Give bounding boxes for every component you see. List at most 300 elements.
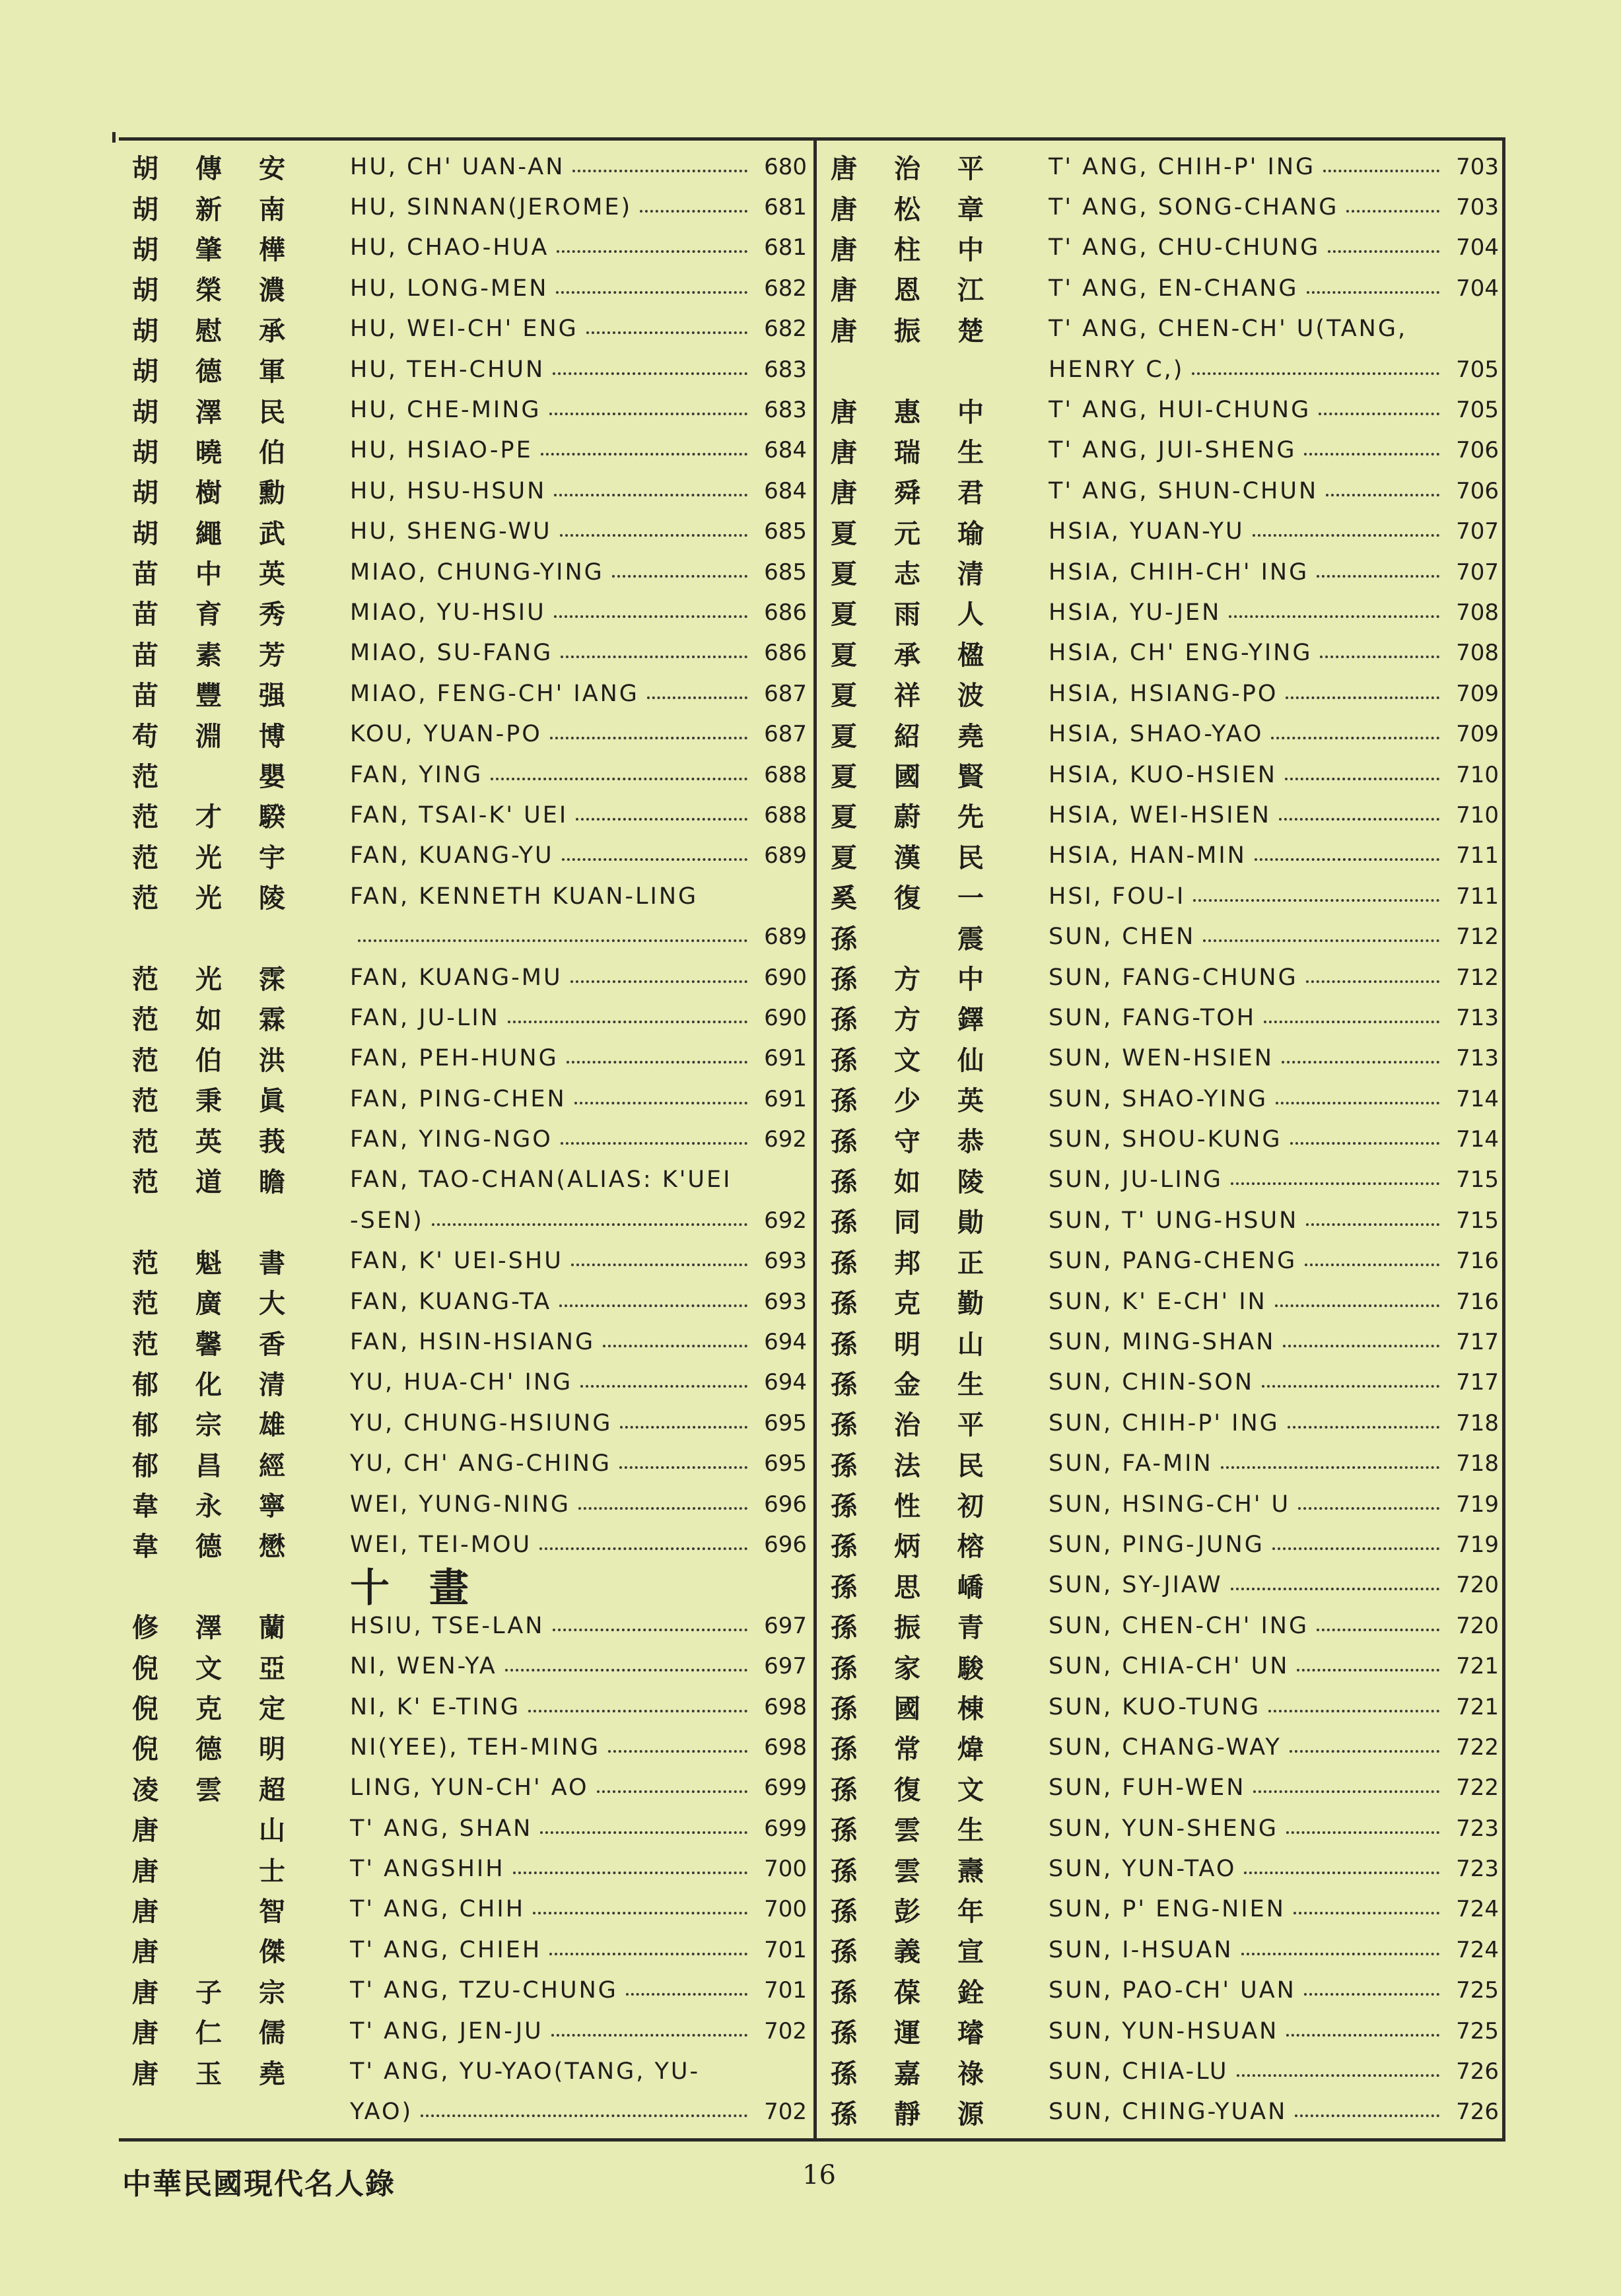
index-entry (132, 1322, 807, 1362)
dot-leader (608, 1750, 747, 1753)
entry-line (1049, 842, 1499, 869)
romanized-name: YAO) (350, 2099, 413, 2126)
chinese-name (831, 553, 1049, 591)
dot-leader (1253, 1790, 1439, 1793)
romanized-name: MIAO, CHUNG-YING (350, 558, 604, 586)
page-reference: 709 (1456, 680, 1499, 707)
chinese-char: 孫 (831, 2018, 857, 2049)
entry-line (350, 1126, 807, 1153)
index-entry (831, 2011, 1499, 2051)
entry-line (350, 1613, 807, 1639)
entry-line (1049, 1450, 1499, 1477)
index-entry (831, 714, 1499, 754)
chinese-char: 源 (957, 2099, 984, 2130)
index-entry (831, 552, 1499, 592)
page-reference: 698 (764, 1734, 807, 1761)
dot-leader (1317, 1629, 1439, 1631)
index-entry (132, 1038, 807, 1079)
chinese-char: 超 (259, 1774, 285, 1806)
entry-line (1049, 2018, 1499, 2044)
page-reference: 719 (1456, 1531, 1499, 1558)
dot-leader (561, 1142, 747, 1145)
chinese-char: 同 (894, 1207, 920, 1238)
entry-line (1049, 721, 1499, 747)
romanized-name: SUN, CHANG-WAY (1049, 1734, 1282, 1761)
entry-line (1049, 437, 1499, 463)
chinese-char: 經 (259, 1450, 285, 1481)
chinese-char: 生 (957, 1815, 984, 1846)
chinese-name (132, 1891, 350, 1928)
entry-line (1049, 234, 1499, 261)
index-entry (132, 957, 807, 997)
page-reference: 688 (764, 761, 807, 788)
entry-line (350, 1005, 807, 1031)
romanized-name: HU, CHE-MING (350, 397, 541, 424)
chinese-char: 民 (957, 842, 984, 873)
chinese-char: 博 (259, 721, 285, 752)
index-entry (132, 1363, 807, 1403)
page-reference: 706 (1456, 437, 1499, 464)
chinese-name (831, 1891, 1049, 1928)
entry-line (350, 924, 807, 950)
chinese-char: 郁 (132, 1450, 158, 1481)
romanized-name: HSIA, SHAO-YAO (1049, 721, 1264, 748)
chinese-char: 夏 (831, 762, 857, 793)
chinese-char: 傳 (195, 154, 222, 185)
page-reference: 691 (764, 1085, 807, 1112)
dot-leader (1271, 737, 1439, 739)
romanized-name: SUN, P' ENG-NIEN (1049, 1896, 1286, 1923)
index-entry (831, 268, 1499, 308)
entry-line (350, 1289, 807, 1315)
romanized-name: SUN, SHAO-YING (1049, 1085, 1268, 1112)
romanized-name: MIAO, YU-HSIU (350, 599, 546, 626)
dot-leader (1304, 453, 1439, 456)
dot-leader (533, 1912, 747, 1914)
chinese-char: 孫 (831, 1045, 857, 1076)
chinese-char: 洪 (259, 1045, 285, 1076)
index-entry (831, 228, 1499, 268)
romanized-name: HSIA, CH' ENG-YING (1049, 640, 1313, 667)
romanized-name: HSI, FOU-I (1049, 883, 1186, 910)
chinese-char: 中 (957, 397, 984, 428)
romanized-name: HSIA, YUAN-YU (1049, 518, 1245, 545)
chinese-name (132, 148, 350, 186)
chinese-char: 孫 (831, 1572, 857, 1603)
chinese-char: 承 (259, 316, 285, 347)
dot-leader (1268, 1710, 1439, 1712)
chinese-char: 孫 (831, 1653, 857, 1684)
chinese-name (831, 1607, 1049, 1644)
romanized-name: -SEN) (350, 1207, 424, 1234)
dot-leader (1285, 778, 1439, 780)
entry-line (350, 1207, 807, 1234)
chinese-char: 震 (957, 924, 984, 955)
chinese-char: 鐸 (957, 1005, 984, 1036)
entry-line (1049, 478, 1499, 504)
chinese-name (831, 310, 1049, 348)
chinese-char: 范 (132, 762, 158, 793)
entry-line (1049, 599, 1499, 626)
chinese-char: 榕 (957, 1532, 984, 1563)
chinese-char: 榮 (195, 275, 222, 306)
romanized-name: NI(YEE), TEH-MING (350, 1734, 600, 1761)
page-reference: 705 (1456, 356, 1499, 383)
romanized-name: SUN, CHEN-CH' ING (1049, 1612, 1309, 1639)
entry-line (1049, 883, 1499, 910)
chinese-char: 寧 (259, 1491, 285, 1522)
page-reference: 708 (1456, 640, 1499, 667)
chinese-char: 嬰 (259, 762, 285, 793)
index-entry (831, 471, 1499, 511)
page-reference: 706 (1456, 477, 1499, 504)
index-entry (132, 755, 807, 795)
chinese-char: 孫 (831, 1450, 857, 1481)
chinese-char: 苗 (132, 599, 158, 630)
chinese-char: 一 (957, 883, 984, 914)
chinese-char: 胡 (132, 397, 158, 428)
chinese-char: 宇 (259, 842, 285, 873)
romanized-name: FAN, KENNETH KUAN-LING (350, 883, 699, 910)
chinese-char: 修 (132, 1613, 158, 1644)
chinese-char: 儒 (259, 2018, 285, 2049)
page-reference: 701 (764, 1977, 807, 2004)
chinese-char: 孫 (831, 1896, 857, 1927)
dot-leader (550, 737, 747, 739)
chinese-name (132, 1688, 350, 1726)
entry-line (1049, 1369, 1499, 1396)
chinese-char: 孫 (831, 1734, 857, 1765)
dot-leader (1272, 1547, 1439, 1550)
chinese-name (831, 959, 1049, 996)
chinese-char: 范 (132, 1329, 158, 1360)
chinese-char: 道 (195, 1166, 222, 1198)
index-entry (132, 1768, 807, 1808)
page-reference: 721 (1456, 1653, 1499, 1680)
dot-leader (1328, 250, 1439, 253)
index-entry (132, 430, 807, 471)
chinese-char: 秉 (195, 1086, 222, 1117)
page-reference: 700 (764, 1856, 807, 1883)
chinese-char: 夏 (831, 681, 857, 712)
index-entry (831, 633, 1499, 673)
chinese-char: 孫 (831, 1329, 857, 1360)
chinese-char: 思 (894, 1572, 920, 1603)
romanized-name: SUN, JU-LING (1049, 1166, 1223, 1194)
index-entry (132, 389, 807, 430)
entry-line (350, 1937, 807, 1963)
chinese-char: 孫 (831, 1207, 857, 1238)
chinese-char: 年 (957, 1896, 984, 1927)
chinese-name (132, 269, 350, 307)
dot-leader (1346, 210, 1439, 213)
index-entry (831, 755, 1499, 795)
index-entry (132, 673, 807, 714)
page-reference: 702 (764, 2099, 807, 2126)
chinese-char: 子 (195, 1977, 222, 2008)
entry-line (1049, 762, 1499, 788)
entry-line (350, 275, 807, 302)
section-heading (132, 1565, 807, 1612)
chinese-char: 范 (132, 1126, 158, 1157)
chinese-char: 廣 (195, 1289, 222, 1320)
page-reference: 715 (1456, 1166, 1499, 1194)
chinese-char: 山 (957, 1329, 984, 1360)
entry-line (350, 356, 807, 383)
page-reference: 726 (1456, 2058, 1499, 2085)
chinese-char: 胡 (132, 154, 158, 185)
page-reference: 691 (764, 1045, 807, 1072)
page-reference: 709 (1456, 721, 1499, 748)
chinese-name (831, 2012, 1049, 2050)
entry-line (350, 721, 807, 747)
entry-line (1049, 1166, 1499, 1193)
page-reference: 710 (1456, 761, 1499, 788)
chinese-char: 胡 (132, 234, 158, 265)
index-entry (132, 1971, 807, 2011)
chinese-char: 君 (957, 478, 984, 509)
entry-line (350, 1248, 807, 1274)
entry-line (350, 883, 807, 910)
page-reference: 695 (764, 1450, 807, 1477)
dot-leader (1241, 1953, 1440, 1955)
chinese-char: 松 (894, 194, 920, 225)
chinese-char: 中 (957, 964, 984, 995)
dot-leader (647, 696, 747, 699)
chinese-name (831, 1324, 1049, 1361)
chinese-char: 靜 (894, 2099, 920, 2130)
index-entry (132, 268, 807, 308)
dot-leader (571, 1264, 747, 1266)
chinese-char: 范 (132, 964, 158, 995)
chinese-char: 振 (894, 1613, 920, 1644)
chinese-char: 夏 (831, 842, 857, 873)
dot-leader (421, 2114, 747, 2117)
page-reference: 687 (764, 721, 807, 748)
romanized-name: SUN, CHIA-LU (1049, 2058, 1229, 2085)
entry-line (350, 2099, 807, 2125)
chinese-name (831, 148, 1049, 186)
index-entry (132, 1646, 807, 1686)
chinese-char: 芳 (259, 640, 285, 671)
dot-leader (539, 1547, 747, 1550)
romanized-name: FAN, KUANG-YU (350, 842, 554, 869)
dot-leader (491, 778, 747, 780)
chinese-name (831, 1161, 1049, 1199)
page-reference: 690 (764, 964, 807, 991)
entry-line (1049, 802, 1499, 828)
romanized-name: SUN, PANG-CHENG (1049, 1248, 1297, 1275)
entry-line (350, 640, 807, 666)
chinese-char: 伯 (259, 437, 285, 468)
romanized-name: FAN, HSIN-HSIANG (350, 1329, 596, 1356)
chinese-char: 莪 (259, 1126, 285, 1157)
chinese-char: 葆 (894, 1977, 920, 2008)
chinese-char: 唐 (132, 1977, 158, 2008)
chinese-char: 强 (259, 681, 285, 712)
dot-leader (554, 615, 747, 618)
chinese-name (831, 2053, 1049, 2091)
chinese-char: 嘉 (894, 2058, 920, 2089)
chinese-char: 中 (195, 559, 222, 590)
dot-leader (586, 331, 747, 334)
page-reference: 717 (1456, 1329, 1499, 1356)
chinese-char: 柱 (894, 234, 920, 265)
page-reference: 719 (1456, 1491, 1499, 1518)
romanized-name: SUN, T' UNG-HSUN (1049, 1207, 1299, 1234)
chinese-name (132, 1324, 350, 1361)
dot-leader (1288, 1426, 1439, 1429)
chinese-char: 曉 (195, 437, 222, 468)
chinese-name (132, 1931, 350, 1969)
page-reference: 716 (1456, 1288, 1499, 1315)
chinese-char: 凌 (132, 1774, 158, 1806)
entry-line (1049, 1653, 1499, 1679)
entry-line (350, 437, 807, 463)
chinese-char: 范 (132, 842, 158, 873)
dot-leader (562, 858, 747, 861)
entry-line (1049, 964, 1499, 991)
chinese-char: 唐 (132, 1815, 158, 1846)
index-entry (831, 187, 1499, 227)
chinese-name (132, 1972, 350, 2009)
chinese-char: 化 (195, 1369, 222, 1400)
chinese-char: 雲 (894, 1815, 920, 1846)
chinese-char: 武 (259, 518, 285, 549)
page-reference: 697 (764, 1612, 807, 1639)
chinese-char: 書 (259, 1248, 285, 1279)
index-entry (132, 795, 807, 835)
page-reference: 682 (764, 316, 807, 343)
index-entry (132, 1160, 807, 1200)
chinese-name (132, 2012, 350, 2050)
entry-line (1049, 1856, 1499, 1882)
chinese-name (132, 1404, 350, 1442)
chinese-name (831, 1445, 1049, 1483)
index-entry (132, 592, 807, 632)
entry-line (350, 1410, 807, 1436)
dot-leader (1307, 291, 1439, 294)
chinese-name (132, 1648, 350, 1685)
chinese-name (831, 593, 1049, 631)
dot-leader (1262, 1385, 1439, 1388)
chinese-name (132, 1485, 350, 1523)
dot-leader (1193, 899, 1439, 902)
romanized-name: HU, WEI-CH' ENG (350, 316, 578, 343)
chinese-name (831, 1485, 1049, 1523)
chinese-char: 孫 (831, 964, 857, 995)
chinese-char: 新 (195, 194, 222, 225)
entry-line (350, 762, 807, 788)
chinese-char: 恩 (894, 275, 920, 306)
chinese-char: 生 (957, 437, 984, 468)
dot-leader (1290, 1142, 1439, 1145)
entry-line (350, 1896, 807, 1922)
chinese-char: 玉 (195, 2058, 222, 2089)
chinese-char: 夏 (831, 721, 857, 752)
chinese-char: 大 (259, 1289, 285, 1320)
romanized-name: T' ANG, JUI-SHENG (1049, 437, 1297, 464)
chinese-char: 銓 (957, 1977, 984, 2008)
chinese-char: 孫 (831, 1086, 857, 1117)
chinese-char: 香 (259, 1329, 285, 1360)
romanized-name: SUN, KUO-TUNG (1049, 1693, 1261, 1720)
page-reference: 713 (1456, 1004, 1499, 1031)
index-entry (831, 1768, 1499, 1808)
index-entry (831, 1281, 1499, 1322)
chinese-char: 夏 (831, 518, 857, 549)
chinese-char: 蘭 (259, 1613, 285, 1644)
romanized-name: FAN, KUANG-MU (350, 964, 563, 991)
entry-line (1049, 275, 1499, 302)
page-reference: 689 (764, 842, 807, 869)
chinese-char: 江 (957, 275, 984, 306)
romanized-name: NI, WEN-YA (350, 1653, 497, 1680)
index-entry (831, 1444, 1499, 1484)
page-reference: 683 (764, 397, 807, 424)
romanized-name: T' ANG, CHIH (350, 1896, 526, 1923)
romanized-name: SUN, FA-MIN (1049, 1450, 1213, 1477)
dot-leader (1253, 534, 1439, 537)
chinese-char: 常 (894, 1734, 920, 1765)
entry-line (350, 964, 807, 991)
chinese-name (831, 1648, 1049, 1685)
romanized-name: SUN, FANG-TOH (1049, 1004, 1257, 1031)
chinese-name (132, 432, 350, 469)
romanized-name: MIAO, FENG-CH' IANG (350, 680, 639, 707)
entry-line (1049, 1613, 1499, 1639)
entry-line (350, 1815, 807, 1842)
page-reference: 685 (764, 518, 807, 545)
entry-line (350, 194, 807, 220)
index-entry (831, 673, 1499, 714)
chinese-name (132, 2053, 350, 2091)
romanized-name: HU, HSIAO-PE (350, 437, 533, 464)
chinese-char: 邦 (894, 1248, 920, 1279)
chinese-char: 清 (957, 559, 984, 590)
chinese-name (132, 593, 350, 631)
chinese-char: 樹 (195, 478, 222, 509)
chinese-char: 人 (957, 599, 984, 630)
chinese-char: 亞 (259, 1653, 285, 1684)
romanized-name: FAN, YING (350, 761, 483, 788)
page-reference: 696 (764, 1491, 807, 1518)
entry-line (1049, 1734, 1499, 1761)
dot-leader (556, 291, 747, 294)
index-entry (132, 1281, 807, 1322)
chinese-char: 胡 (132, 194, 158, 225)
chinese-char: 民 (259, 397, 285, 428)
romanized-name: SUN, FUH-WEN (1049, 1774, 1246, 1802)
chinese-char: 明 (894, 1329, 920, 1360)
chinese-char: 馨 (195, 1329, 222, 1360)
chinese-name (831, 634, 1049, 672)
page-reference: 707 (1456, 558, 1499, 586)
dot-leader (1244, 1872, 1439, 1874)
chinese-char: 光 (195, 883, 222, 914)
page-reference: 721 (1456, 1693, 1499, 1720)
chinese-name (132, 1607, 350, 1644)
entry-line (350, 1086, 807, 1112)
chinese-char: 運 (894, 2018, 920, 2049)
romanized-name: T' ANG, EN-CHANG (1049, 275, 1299, 302)
index-entry (132, 147, 807, 187)
index-entry (831, 997, 1499, 1038)
index-entry (831, 1687, 1499, 1727)
chinese-char: 慰 (195, 316, 222, 347)
chinese-name (831, 1769, 1049, 1807)
chinese-char: 蔚 (894, 802, 920, 833)
